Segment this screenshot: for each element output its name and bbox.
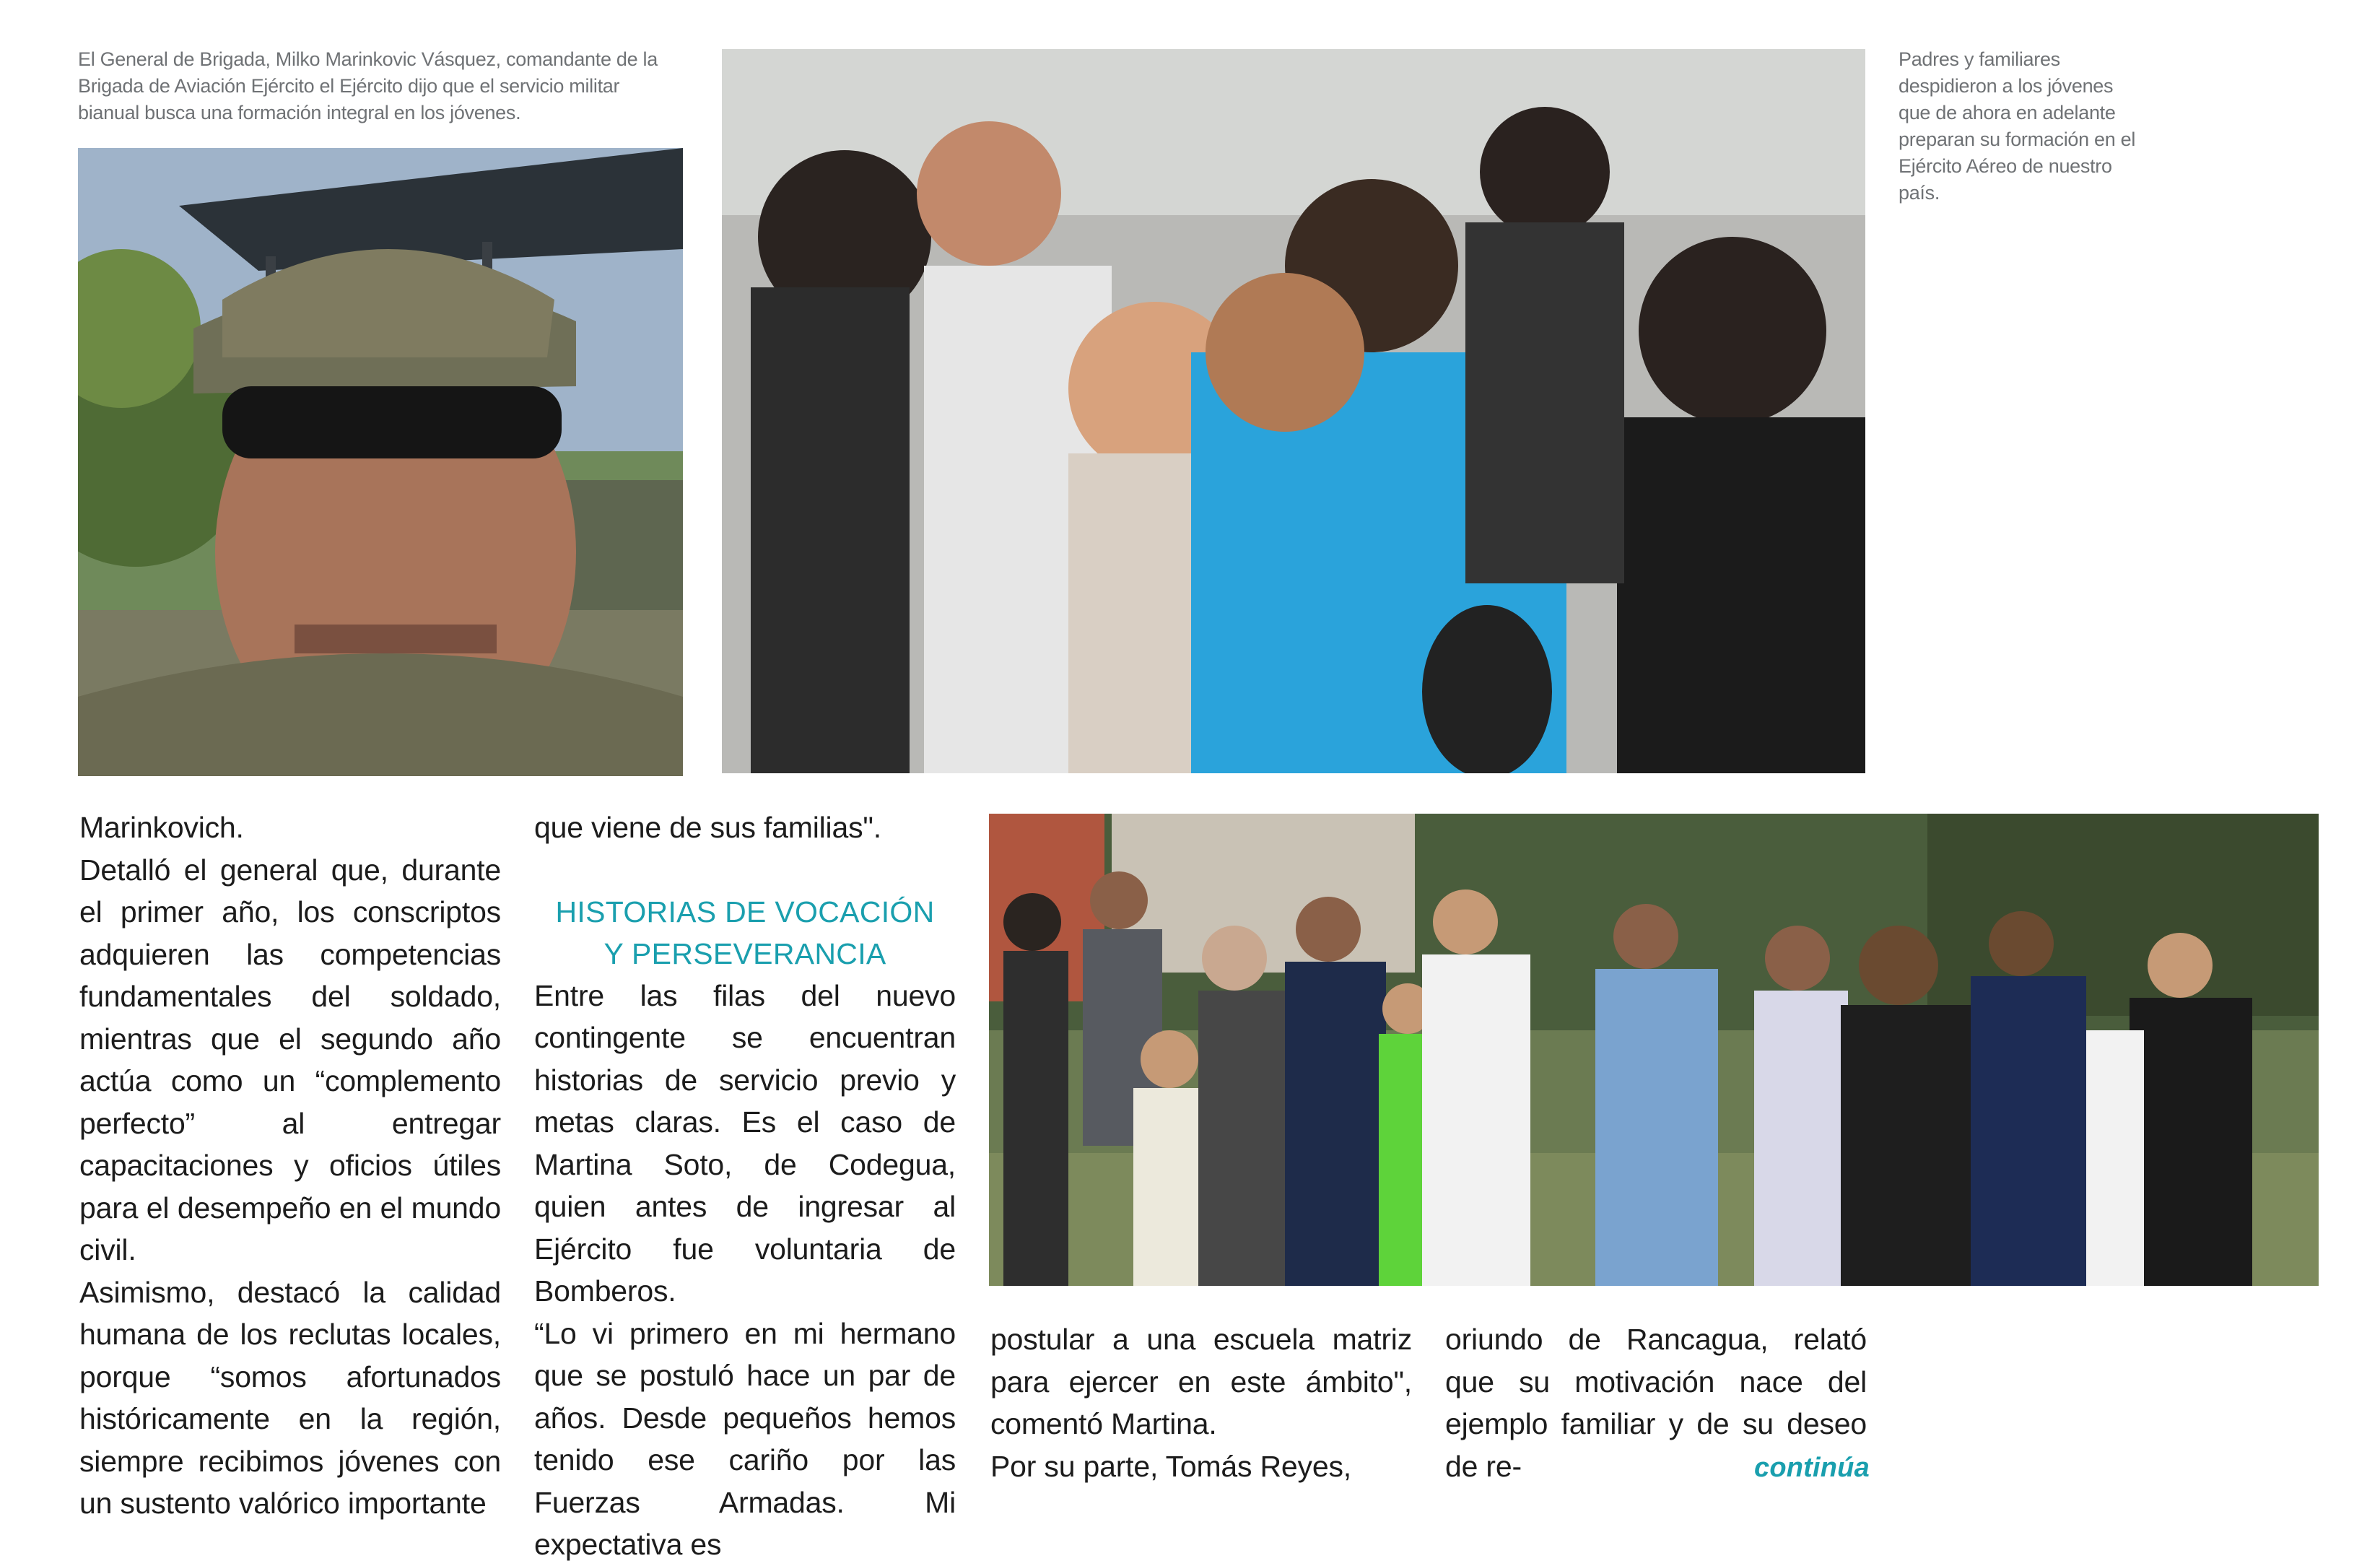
crowd-image — [989, 814, 2319, 1286]
paragraph: oriundo de Rancagua, relató que su motivación nace del ejemplo familiar y de su deseo de re- — [1445, 1323, 1867, 1483]
photo-crowd — [989, 814, 2319, 1286]
continua-link[interactable]: continúa — [1754, 1453, 1870, 1483]
paragraph: que viene de sus familias". — [534, 811, 881, 844]
article-column-3 — [990, 1318, 1412, 1487]
paragraph: postular a una escuela matriz para ejercer en este ámbito", comentó Martina. — [990, 1323, 1412, 1440]
paragraph: “Lo vi primero en mi hermano que se postuló hace un par de años. Desde pequeños hemos tenido ese cariño por las Fuerzas Armadas. Mi expectativa es — [534, 1316, 956, 1561]
general-portrait-image — [78, 148, 683, 776]
paragraph: Marinkovich. — [79, 811, 244, 844]
paragraph: Asimismo, destacó la calidad humana de los reclutas locales, porque “somos afortunados históricamente en la región, siempre recibimos jóvenes con un sustento valórico importante — [79, 1275, 501, 1520]
section-heading-line-2: Y PERSEVERANCIA — [603, 936, 886, 970]
article-column-2 — [534, 806, 956, 1566]
caption-families: Padres y familiares despidieron a los jóvenes que de ahora en adelante preparan su formación en el Ejército Aéreo de nuestro país. — [1899, 48, 2136, 204]
section-heading-line-1: HISTORIAS DE VOCACIÓN — [555, 895, 935, 928]
paragraph: Entre las filas del nuevo contingente se encuentran historias de servicio previo y metas claras. Es el caso de Martina Soto, de Codegua, quien antes de ingresar al Ejército fue voluntaria de Bomberos. — [534, 978, 956, 1308]
section-heading — [534, 891, 956, 975]
caption-general: El General de Brigada, Milko Marinkovic Vásquez, comandante de la Brigada de Aviación Ejército el Ejército dijo que el servicio militar bianual busca una formación integral en los jóvenes. — [78, 48, 658, 123]
families-hug-image — [722, 49, 1865, 773]
paragraph: Por su parte, Tomás Reyes, — [990, 1449, 1351, 1483]
article-column-1 — [79, 806, 501, 1525]
photo-general-portrait — [78, 148, 683, 776]
photo-families-hug — [722, 49, 1865, 773]
paragraph: Detalló el general que, durante el primer año, los conscriptos adquieren las competencias fundamentales del soldado, mientras que el segundo año actúa como un “complemento perfecto” al entregar capacitaciones y oficios útiles para el desempeño en el mundo civil. — [79, 853, 501, 1266]
